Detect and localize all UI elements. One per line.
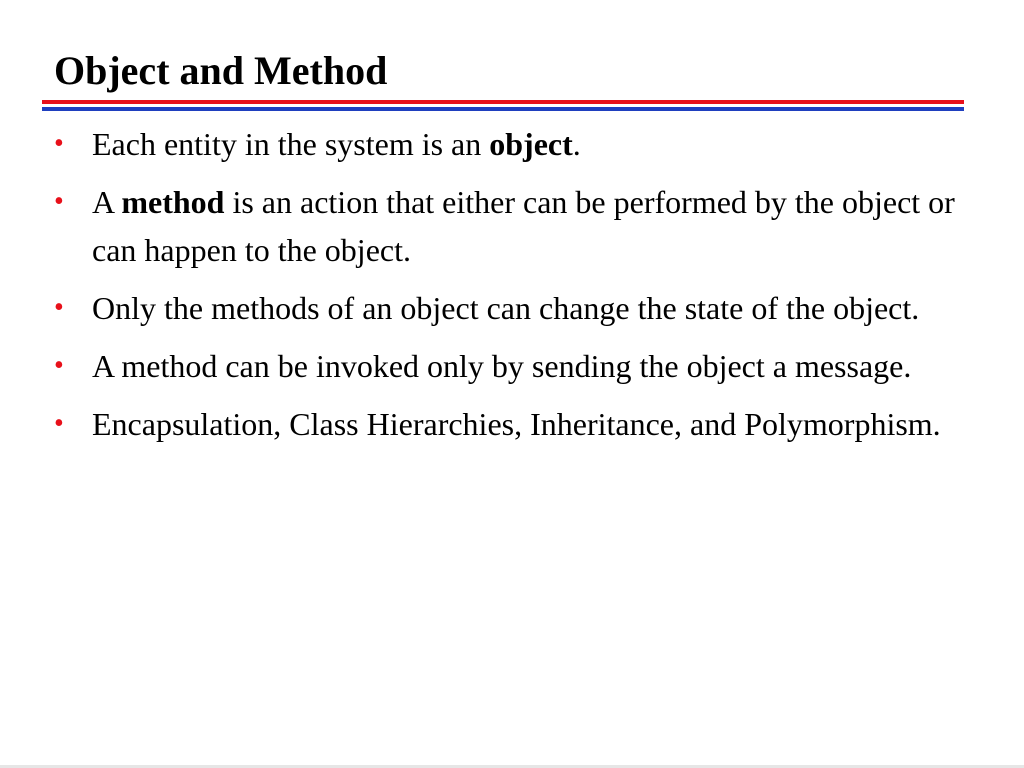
bullet-text: Each entity in the system is an object. [92, 126, 581, 162]
bullet-item [54, 284, 974, 332]
bullet-text: A method is an action that either can be performed by the object or can happen to the object. [92, 184, 955, 268]
bullet-item [54, 120, 974, 168]
title-underline-red [42, 100, 964, 104]
bold-term: method [121, 184, 225, 220]
bullet-item [54, 400, 974, 448]
bullet-icon: • [54, 128, 64, 159]
bullet-text: A method can be invoked only by sending the object a message. [92, 348, 912, 384]
bullet-item [54, 342, 974, 390]
bullet-text: Encapsulation, Class Hierarchies, Inheritance, and Polymorphism. [92, 406, 941, 442]
slide-title: Object and Method [54, 48, 388, 93]
bullet-item [54, 178, 974, 274]
bullet-icon: • [54, 186, 64, 217]
bullet-icon: • [54, 292, 64, 323]
bullet-text: Only the methods of an object can change the state of the object. [92, 290, 920, 326]
bullet-list [54, 120, 974, 458]
bullet-icon: • [54, 408, 64, 439]
bullet-icon: • [54, 350, 64, 381]
bold-term: object [489, 126, 573, 162]
title-underline-blue [42, 107, 964, 111]
